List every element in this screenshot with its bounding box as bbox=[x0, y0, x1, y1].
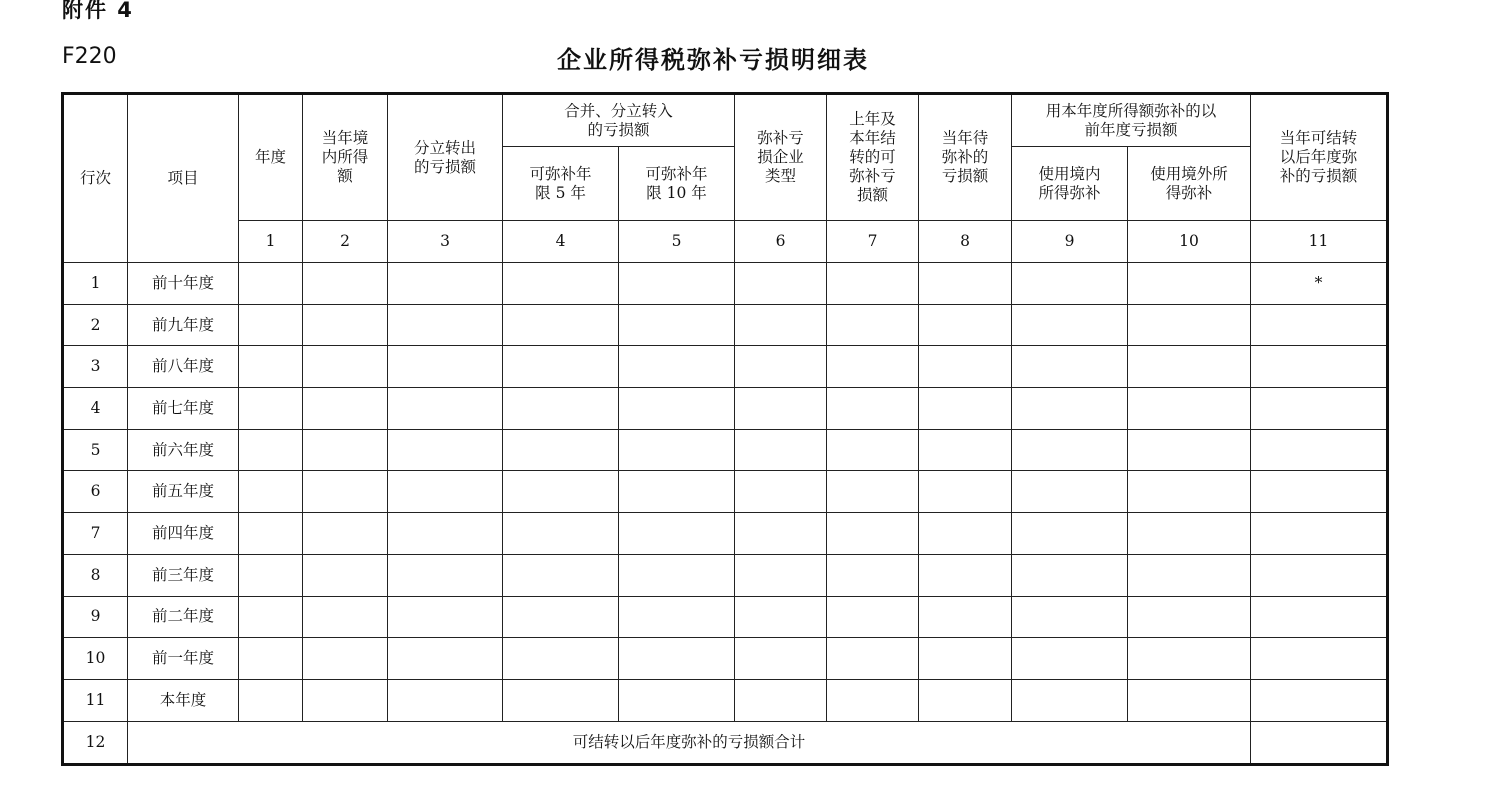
header-row-no: 行次 bbox=[63, 94, 128, 263]
table-row bbox=[63, 263, 1388, 305]
table-cell[interactable] bbox=[919, 638, 1012, 680]
table-cell[interactable] bbox=[919, 304, 1012, 346]
table-cell[interactable] bbox=[619, 263, 735, 305]
table-cell[interactable] bbox=[239, 304, 303, 346]
table-cell[interactable] bbox=[1128, 429, 1251, 471]
table-cell[interactable] bbox=[735, 388, 827, 430]
table-cell[interactable] bbox=[503, 679, 619, 721]
row-number: 4 bbox=[63, 388, 128, 430]
row-item-name: 前三年度 bbox=[128, 554, 239, 596]
header-pending: 当年待 弥补的 亏损额 bbox=[919, 94, 1012, 221]
table-cell[interactable] bbox=[239, 388, 303, 430]
col-number: 8 bbox=[919, 221, 1012, 263]
table-cell[interactable] bbox=[619, 596, 735, 638]
table-cell[interactable] bbox=[388, 596, 503, 638]
col-number: 3 bbox=[388, 221, 503, 263]
header-merge-10: 可弥补年 限 10 年 bbox=[619, 147, 735, 221]
header-use-group: 用本年度所得额弥补的以 前年度亏损额 bbox=[1012, 94, 1251, 147]
table-cell[interactable] bbox=[827, 429, 919, 471]
table-cell[interactable] bbox=[619, 346, 735, 388]
table-cell[interactable] bbox=[1128, 304, 1251, 346]
table-cell[interactable] bbox=[1251, 429, 1388, 471]
loss-offset-table bbox=[61, 92, 1389, 766]
table-cell[interactable] bbox=[1251, 346, 1388, 388]
table-cell[interactable] bbox=[827, 346, 919, 388]
col-number: 10 bbox=[1128, 221, 1251, 263]
header-item: 项目 bbox=[128, 94, 239, 263]
table-cell[interactable] bbox=[1012, 388, 1128, 430]
table-cell[interactable] bbox=[1012, 513, 1128, 555]
row-item-name: 前五年度 bbox=[128, 471, 239, 513]
table-cell[interactable] bbox=[735, 471, 827, 513]
table-cell[interactable] bbox=[303, 679, 388, 721]
table-cell[interactable] bbox=[619, 304, 735, 346]
table-cell[interactable] bbox=[619, 429, 735, 471]
row-number: 7 bbox=[63, 513, 128, 555]
table-cell[interactable] bbox=[388, 429, 503, 471]
table-cell[interactable] bbox=[303, 638, 388, 680]
row-number: 3 bbox=[63, 346, 128, 388]
row-number: 10 bbox=[63, 638, 128, 680]
table-cell[interactable] bbox=[827, 554, 919, 596]
row-number: 1 bbox=[63, 263, 128, 305]
table-cell[interactable] bbox=[239, 263, 303, 305]
table-cell[interactable] bbox=[239, 596, 303, 638]
header-split-out-loss: 分立转出 的亏损额 bbox=[388, 94, 503, 221]
table-cell[interactable] bbox=[503, 346, 619, 388]
table-cell[interactable] bbox=[619, 471, 735, 513]
header-year: 年度 bbox=[239, 94, 303, 221]
table-cell[interactable] bbox=[1251, 554, 1388, 596]
header-merge-group: 合并、分立转入 的亏损额 bbox=[503, 94, 735, 147]
row-number: 11 bbox=[63, 679, 128, 721]
table-cell[interactable] bbox=[1012, 471, 1128, 513]
row-item-name: 前六年度 bbox=[128, 429, 239, 471]
row-item-name: 前九年度 bbox=[128, 304, 239, 346]
table-cell[interactable] bbox=[303, 263, 388, 305]
header-use-domestic: 使用境内 所得弥补 bbox=[1012, 147, 1128, 221]
table-cell[interactable] bbox=[239, 513, 303, 555]
table-cell[interactable] bbox=[388, 638, 503, 680]
table-cell[interactable] bbox=[619, 388, 735, 430]
table-cell[interactable] bbox=[735, 596, 827, 638]
table-cell[interactable] bbox=[827, 596, 919, 638]
table-cell[interactable] bbox=[503, 304, 619, 346]
table-cell[interactable] bbox=[1251, 513, 1388, 555]
table-cell[interactable] bbox=[1128, 388, 1251, 430]
table-cell[interactable] bbox=[303, 596, 388, 638]
table-cell[interactable] bbox=[735, 263, 827, 305]
header-merge-5: 可弥补年 限 5 年 bbox=[503, 147, 619, 221]
table-row bbox=[63, 554, 1388, 596]
col-number: 9 bbox=[1012, 221, 1128, 263]
table-cell[interactable] bbox=[503, 554, 619, 596]
table-cell[interactable] bbox=[619, 513, 735, 555]
table-cell[interactable] bbox=[1012, 554, 1128, 596]
table-cell[interactable] bbox=[239, 638, 303, 680]
table-cell[interactable] bbox=[1012, 638, 1128, 680]
table-cell[interactable] bbox=[827, 388, 919, 430]
table-cell[interactable] bbox=[388, 388, 503, 430]
table-cell[interactable] bbox=[1128, 263, 1251, 305]
table-cell[interactable] bbox=[303, 429, 388, 471]
table-cell[interactable] bbox=[388, 346, 503, 388]
table-cell[interactable] bbox=[919, 554, 1012, 596]
table-cell[interactable] bbox=[303, 554, 388, 596]
row-item-name: 本年度 bbox=[128, 679, 239, 721]
table-cell[interactable] bbox=[827, 679, 919, 721]
table-cell[interactable] bbox=[239, 679, 303, 721]
table-row bbox=[63, 304, 1388, 346]
table-cell[interactable] bbox=[1128, 596, 1251, 638]
table-cell[interactable] bbox=[919, 513, 1012, 555]
row-item-name: 前一年度 bbox=[128, 638, 239, 680]
table-cell[interactable] bbox=[1012, 304, 1128, 346]
table-cell[interactable] bbox=[735, 346, 827, 388]
row-number: 9 bbox=[63, 596, 128, 638]
table-cell[interactable] bbox=[919, 596, 1012, 638]
table-cell[interactable] bbox=[919, 346, 1012, 388]
table-cell[interactable] bbox=[503, 596, 619, 638]
row-item-name: 前八年度 bbox=[128, 346, 239, 388]
table-cell[interactable] bbox=[239, 554, 303, 596]
row-number: 8 bbox=[63, 554, 128, 596]
table-cell[interactable] bbox=[619, 638, 735, 680]
table-cell[interactable] bbox=[388, 679, 503, 721]
table-cell[interactable] bbox=[827, 304, 919, 346]
table-cell[interactable] bbox=[239, 346, 303, 388]
table-cell[interactable] bbox=[919, 429, 1012, 471]
table-cell[interactable] bbox=[1128, 638, 1251, 680]
table-cell[interactable] bbox=[388, 263, 503, 305]
table-row bbox=[63, 346, 1388, 388]
table-cell[interactable] bbox=[1012, 429, 1128, 471]
attachment-label: 附件 4 bbox=[62, 0, 134, 22]
table-row bbox=[63, 471, 1388, 513]
table-cell[interactable] bbox=[1251, 596, 1388, 638]
table-cell[interactable] bbox=[827, 513, 919, 555]
row-item-name: 前二年度 bbox=[128, 596, 239, 638]
row-number: 5 bbox=[63, 429, 128, 471]
table-cell[interactable] bbox=[1251, 638, 1388, 680]
col-number: 6 bbox=[735, 221, 827, 263]
table-cell[interactable] bbox=[503, 388, 619, 430]
header-carryforward: 上年及 本年结 转的可 弥补亏 损额 bbox=[827, 94, 919, 221]
table-cell[interactable] bbox=[1251, 721, 1388, 764]
table-cell[interactable] bbox=[827, 471, 919, 513]
table-cell[interactable] bbox=[1012, 596, 1128, 638]
total-row bbox=[63, 721, 1388, 764]
table-cell[interactable] bbox=[919, 471, 1012, 513]
table-cell[interactable] bbox=[1128, 471, 1251, 513]
table-cell[interactable] bbox=[827, 263, 919, 305]
table-cell[interactable] bbox=[735, 304, 827, 346]
row-item-name: 前十年度 bbox=[128, 263, 239, 305]
table-cell[interactable] bbox=[1251, 679, 1388, 721]
table-row bbox=[63, 513, 1388, 555]
row-item-name: 前四年度 bbox=[128, 513, 239, 555]
header-transferable: 当年可结转 以后年度弥 补的亏损额 bbox=[1251, 94, 1388, 221]
table-body bbox=[63, 263, 1388, 722]
table-cell[interactable] bbox=[735, 679, 827, 721]
table-cell[interactable] bbox=[503, 638, 619, 680]
table-cell[interactable] bbox=[388, 471, 503, 513]
table-cell[interactable]: * bbox=[1251, 263, 1388, 305]
col-number: 4 bbox=[503, 221, 619, 263]
table-cell[interactable] bbox=[1012, 263, 1128, 305]
table-row bbox=[63, 429, 1388, 471]
table-cell[interactable] bbox=[503, 513, 619, 555]
table-cell[interactable] bbox=[735, 554, 827, 596]
table-cell[interactable] bbox=[388, 554, 503, 596]
table-cell[interactable] bbox=[619, 554, 735, 596]
table-cell[interactable] bbox=[1128, 513, 1251, 555]
row-number: 2 bbox=[63, 304, 128, 346]
table-cell[interactable] bbox=[919, 679, 1012, 721]
table-cell[interactable] bbox=[388, 513, 503, 555]
col-number: 7 bbox=[827, 221, 919, 263]
table-cell[interactable] bbox=[1012, 346, 1128, 388]
table-cell[interactable] bbox=[919, 263, 1012, 305]
col-number: 11 bbox=[1251, 221, 1388, 263]
table-cell[interactable] bbox=[503, 429, 619, 471]
table-cell[interactable] bbox=[388, 304, 503, 346]
total-row-no: 12 bbox=[63, 721, 128, 764]
row-number: 6 bbox=[63, 471, 128, 513]
table-row bbox=[63, 596, 1388, 638]
table-row bbox=[63, 679, 1388, 721]
table-cell[interactable] bbox=[303, 388, 388, 430]
table-row bbox=[63, 388, 1388, 430]
table-cell[interactable] bbox=[1128, 679, 1251, 721]
table-cell[interactable] bbox=[303, 304, 388, 346]
row-item-name: 前七年度 bbox=[128, 388, 239, 430]
table-cell[interactable] bbox=[619, 679, 735, 721]
table-cell[interactable] bbox=[503, 471, 619, 513]
total-row-label: 可结转以后年度弥补的亏损额合计 bbox=[128, 721, 1251, 764]
table-cell[interactable] bbox=[303, 346, 388, 388]
table-cell[interactable] bbox=[1251, 304, 1388, 346]
table-cell[interactable] bbox=[239, 471, 303, 513]
col-number: 5 bbox=[619, 221, 735, 263]
col-number: 2 bbox=[303, 221, 388, 263]
table-row bbox=[63, 638, 1388, 680]
col-number: 1 bbox=[239, 221, 303, 263]
table-cell[interactable] bbox=[735, 513, 827, 555]
table-cell[interactable] bbox=[827, 638, 919, 680]
table-cell[interactable] bbox=[503, 263, 619, 305]
header-use-foreign: 使用境外所 得弥补 bbox=[1128, 147, 1251, 221]
header-domestic-income: 当年境 内所得 额 bbox=[303, 94, 388, 221]
table-cell[interactable] bbox=[1128, 346, 1251, 388]
table-cell[interactable] bbox=[239, 429, 303, 471]
table-cell[interactable] bbox=[1251, 471, 1388, 513]
form-title: 企业所得税弥补亏损明细表 bbox=[557, 46, 869, 74]
table-cell[interactable] bbox=[303, 471, 388, 513]
table-cell[interactable] bbox=[1251, 388, 1388, 430]
table-cell[interactable] bbox=[303, 513, 388, 555]
table-cell[interactable] bbox=[1012, 679, 1128, 721]
table-cell[interactable] bbox=[919, 388, 1012, 430]
header-enterprise-type: 弥补亏 损企业 类型 bbox=[735, 94, 827, 221]
table-cell[interactable] bbox=[735, 429, 827, 471]
table-cell[interactable] bbox=[1128, 554, 1251, 596]
form-code: F220 bbox=[62, 44, 117, 69]
table-cell[interactable] bbox=[735, 638, 827, 680]
